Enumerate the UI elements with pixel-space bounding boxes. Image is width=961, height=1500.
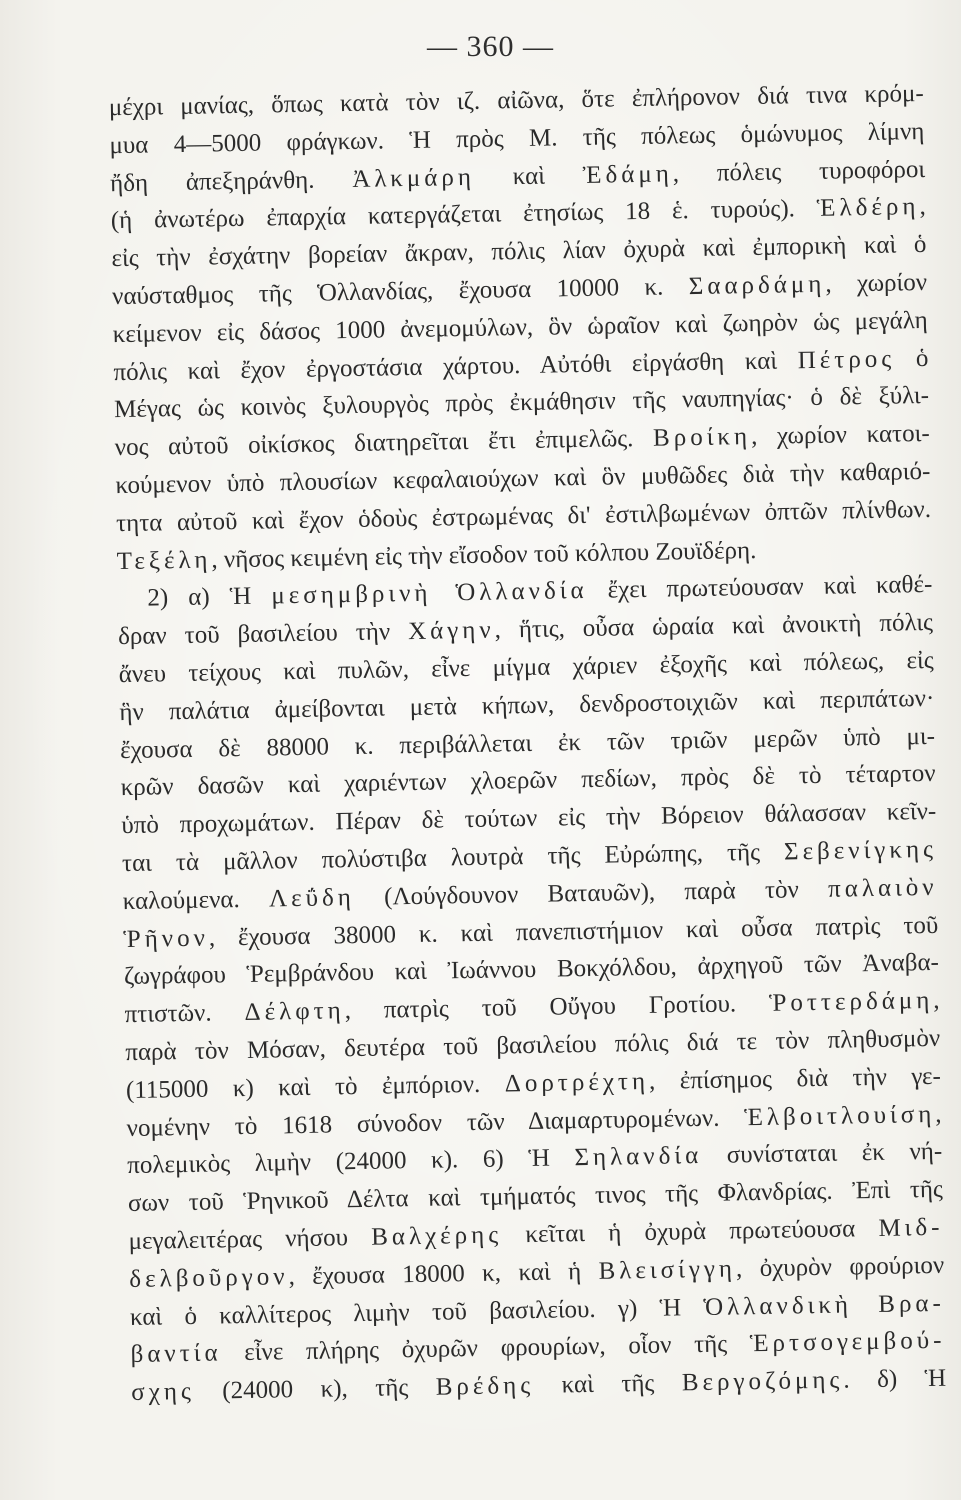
text-run: . δ) Ἡ xyxy=(843,1364,947,1394)
text-run: εἰς τὴν ἐσχάτην βορείαν ἄκραν, πόλις λίαν ὀχυρὰ καὶ ἐμπορικὴ καὶ ὁ xyxy=(111,231,927,273)
body-text xyxy=(109,75,947,1412)
spaced-term: Ἀλκμάρη xyxy=(352,163,476,193)
text-run: νος αὐτοῦ οἰκίσκος διατηρεῖται ἔτι ἐπιμελῶς. xyxy=(114,424,654,462)
spaced-term: Χάγην xyxy=(407,616,495,646)
text-run: μυα 4—5000 φράγκων. Ἡ πρὸς Μ. τῆς πόλεως ὁμώνυμος λίμνη xyxy=(109,117,925,159)
text-run: (ἡ ἀνωτέρω ἐπαρχία κατεργάζεται ἐτησίως 18 ἑ. τυρούς). xyxy=(110,195,818,235)
text-run: νομένην τὸ 1618 σύνοδον τῶν Διαμαρτυρομένων. xyxy=(126,1103,745,1142)
text-run: , ἐπίσημος διὰ τὴν γε- xyxy=(648,1062,942,1095)
text-run: εἶνε πλήρης ὀχυρῶν φρουρίων, οἷον τῆς xyxy=(221,1330,751,1367)
text-run: τητα αὐτοῦ καὶ ἔχον ὁδοὺς ἐστρωμένας δι' ἐστιλβωμένων ὀπτῶν πλίνθων. xyxy=(115,495,932,537)
spaced-term: Βαλχέρης xyxy=(370,1221,503,1251)
text-run: ἣν παλάτια ἀμείβονται μετὰ κήπων, δενδροστοιχιῶν καὶ περιπάτων· xyxy=(119,684,935,726)
spaced-term: Ὁλλανδικὴ Βρα- xyxy=(703,1289,946,1321)
text-run: σων τοῦ Ῥηνικοῦ Δέλτα καὶ τμήματός τινος τῆς Φλανδρίας. Ἐπὶ τῆς xyxy=(127,1175,944,1218)
text-run: , χωρίον κατοι- xyxy=(750,420,930,451)
text-run: , νῆσος κειμένη εἰς τὴν εἴσοδον τοῦ κόλπου Ζουϊδέρη. xyxy=(211,536,757,574)
spaced-term: Σααρδάμη xyxy=(688,270,826,301)
spaced-term: Ἐδάμη xyxy=(582,159,674,189)
spaced-term: Δορτρέχτη xyxy=(504,1067,650,1098)
spaced-term: Ῥῆνον xyxy=(123,924,210,953)
text-run: , χωρίον xyxy=(825,268,928,298)
paragraph xyxy=(109,75,932,581)
spaced-term: Μιδ- xyxy=(878,1213,944,1242)
text-run: , ἥτις, οὖσα ὡραία καὶ ἀνοικτὴ πόλις xyxy=(494,609,934,644)
text-run: (115000 κ) καὶ τὸ ἐμπόριον. xyxy=(125,1070,505,1104)
text-run: ζωγράφου Ῥεμβράνδου καὶ Ἰωάννου Βοκχόλδου, ἀρχηγοῦ τῶν Ἀναβα- xyxy=(123,949,940,991)
spaced-term: Βεργοζόμης xyxy=(681,1366,844,1397)
text-run: ἔχουσα δὲ 88000 κ. περιβάλλεται ἐκ τῶν τριῶν μερῶν ὑπὸ μι- xyxy=(119,722,936,764)
spaced-term: μεσημβρινὴ Ὁλλανδία xyxy=(271,577,588,610)
text-run: κείμενον εἰς δάσος 1000 ἀνεμομύλων, ὃν ὡραῖον καὶ ζωηρὸν ὡς μεγάλη xyxy=(112,306,928,348)
text-run: , xyxy=(935,1100,942,1128)
text-run: καὶ xyxy=(474,161,583,191)
spaced-term: Τεξέλη xyxy=(116,546,212,575)
text-run: ἤδη ἀπεξηράνθη. xyxy=(109,165,353,197)
text-run: , πόλεις τυροφόροι xyxy=(672,155,926,187)
text-run: (24000 κ), τῆς xyxy=(194,1373,436,1405)
spaced-term: σχης xyxy=(131,1378,196,1407)
text-run: , πατρὶς τοῦ Οὔγου Γροτίου. xyxy=(344,989,770,1025)
text-run: Μέγας ὡς κοινὸς ξυλουργὸς πρὸς ἐκμάθησιν τῆς ναυπηγίας· ὁ δὲ ξύλι- xyxy=(113,382,930,424)
text-run: , ἔχουσα 18000 κ, καὶ ἡ xyxy=(288,1257,599,1290)
text-run: κεῖται ἡ ὀχυρὰ πρωτεύουσα xyxy=(501,1214,879,1249)
text-run: ἔχει πρωτεύουσαν καὶ καθέ- xyxy=(587,571,933,605)
text-run: πόλις καὶ ἔχον ἐργοστάσια χάρτου. Αὐτόθι εἰργάσθη καὶ xyxy=(113,346,798,386)
text-run: , ὀχυρὸν φρούριον xyxy=(735,1251,945,1283)
page-number: — 360 — xyxy=(427,30,554,63)
spaced-term: Βροίκη xyxy=(652,423,752,452)
text-run: κρῶν δασῶν καὶ χαριέντων χλοερῶν πεδίων, πρὸς δὲ τὸ τέταρτον xyxy=(120,760,936,802)
text-run: 2) α) Ἡ xyxy=(147,582,272,612)
text-run: δραν τοῦ βασιλείου τὴν xyxy=(117,618,409,651)
text-run: πολεμικὸς λιμὴν (24000 κ). 6) Ἡ xyxy=(127,1144,575,1180)
text-run: καὶ τῆς xyxy=(533,1369,683,1400)
text-run: παρὰ τὸν Μόσαν, δευτέρα τοῦ βασιλείου πόλις διά τε τὸν πληθυσμὸν xyxy=(125,1024,941,1066)
paragraph xyxy=(117,566,946,1412)
text-run: πτιστῶν. xyxy=(124,999,245,1029)
spaced-term: παλαιὸν xyxy=(827,873,938,903)
spaced-term: δελβοῦργον xyxy=(129,1262,289,1293)
text-run: (Λούγδουνον Βαταυῶν), παρὰ τὸν xyxy=(354,875,829,911)
spaced-term: Σηλανδία xyxy=(574,1142,703,1172)
spaced-term: Πέτρος xyxy=(797,345,896,374)
text-run: , xyxy=(933,986,940,1015)
spaced-term: Δέλφτη xyxy=(244,997,345,1027)
text-run: ὁ xyxy=(894,344,929,373)
spaced-term: Ῥοττερδάμη xyxy=(768,987,934,1017)
text-run: συνίσταται ἐκ νή- xyxy=(701,1138,943,1170)
spaced-term: Βλεισίγγη xyxy=(598,1255,737,1285)
text-run: ται τὰ μᾶλλον πολύστιβα λουτρὰ τῆς Εὐρώπης, τῆς xyxy=(121,838,785,878)
text-run: καλούμενα. xyxy=(122,885,270,915)
text-run: κούμενον ὑπὸ πλουσίων κεφαλαιούχων καὶ ὃν μυθῶδες διὰ τὴν καθαριό- xyxy=(115,457,931,500)
spaced-term: Ἑρτσογεμβού- xyxy=(749,1327,946,1358)
spaced-term: Βρέδης xyxy=(435,1372,535,1401)
text-run: ἄνευ τείχους καὶ πυλῶν, εἶνε μίγμα χάριεν ἐξοχῆς καὶ πόλεως, εἰς xyxy=(118,646,934,689)
text-run: ὑπὸ προχωμάτων. Πέραν δὲ τούτων εἰς τὴν Βόρειον θάλασσαν κεῖν- xyxy=(121,798,937,840)
text-run: καὶ ὁ καλλίτερος λιμὴν τοῦ βασιλείου. γ) Ἡ xyxy=(129,1293,704,1331)
text-run: ναύσταθμος τῆς Ὁλλανδίας, ἔχουσα 10000 κ. xyxy=(111,273,690,311)
text-run: μεγαλειτέρας νήσου xyxy=(128,1223,372,1255)
spaced-term: Ἑλβοιτλουίση xyxy=(743,1100,936,1131)
text-run: , xyxy=(919,193,926,221)
spaced-term: Λεΰδη xyxy=(268,883,356,913)
text-run: , ἔχουσα 38000 κ. καὶ πανεπιστήμιον καὶ οὖσα πατρὶς τοῦ xyxy=(208,911,939,952)
text-run: μέχρι μανίας, ὅπως κατὰ τὸν ιζ. αἰῶνα, ὅτε ἐπλήρονον διά τινα κρόμ- xyxy=(108,79,924,122)
spaced-term: Ἑλδέρη xyxy=(816,193,920,223)
spaced-term: Σεβενίγκης xyxy=(783,835,938,866)
spaced-term: βαντία xyxy=(130,1339,222,1369)
